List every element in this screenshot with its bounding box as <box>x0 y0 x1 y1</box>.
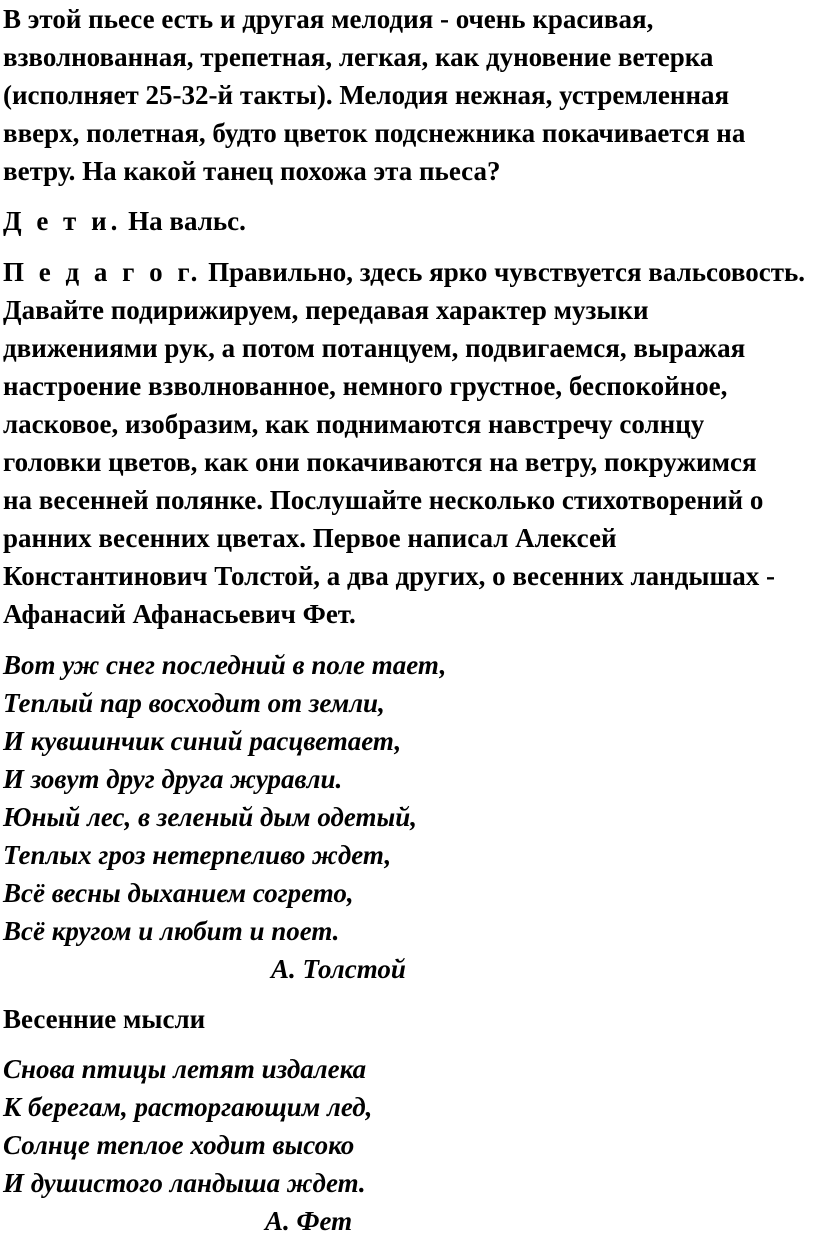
text-line: ранних весенних цветах. Первое написал Алексей <box>3 523 617 553</box>
document-page <box>3 0 811 1240</box>
poem-line: Теплых гроз нетерпеливо ждет, <box>3 840 392 870</box>
poem-author-fet: А. Фет <box>265 1206 353 1236</box>
dialogue-line <box>3 202 811 240</box>
children-reply: На вальс. <box>121 206 246 236</box>
text-line: вверх, полетная, будто цветок подснежника покачивается на <box>3 118 746 148</box>
poem-line: К берегам, расторгающим лед, <box>3 1092 373 1122</box>
poem-fet <box>3 1050 811 1240</box>
text-line: взволнованная, трепетная, легкая, как дуновение ветерка <box>3 42 714 72</box>
poem-line: Теплый пар восходит от земли, <box>3 688 385 718</box>
poem-line: Всё весны дыханием согрето, <box>3 878 354 908</box>
text-line: (исполняет 25-32-й такты). Мелодия нежная, устремленная <box>3 80 730 110</box>
poem-line: Солнце теплое ходит высоко <box>3 1130 355 1160</box>
speaker-teacher: П е д а г о г. <box>3 257 202 287</box>
dialogue-line <box>3 253 811 291</box>
text-line: В этой пьесе есть и другая мелодия - очень красивая, <box>3 4 654 34</box>
text-line: головки цветов, как они покачиваются на ветру, покружимся <box>3 447 757 477</box>
text-line: на весенней полянке. Послушайте несколько стихотворений о <box>3 485 764 515</box>
children-reply-paragraph <box>3 202 811 240</box>
teacher-first-line: Правильно, здесь ярко чувствуется вальсовость. <box>201 257 806 287</box>
text-line: ласковое, изобразим, как поднимаются навстречу солнцу <box>3 409 705 439</box>
poem-line: И душистого ландыша ждет. <box>3 1168 366 1198</box>
poem-line: И зовут друг друга журавли. <box>3 764 343 794</box>
text-line: Константинович Толстой, а два других, о весенних ландышах - <box>3 561 775 591</box>
poem-line: Всё кругом и любит и поет. <box>3 916 340 946</box>
poem-author-tolstoy: А. Толстой <box>271 954 406 984</box>
text-line: ветру. На какой танец похожа эта пьеса? <box>3 156 501 186</box>
poem-tolstoy <box>3 646 811 988</box>
text-line: движениями рук, а потом потанцуем, подвигаемся, выражая <box>3 333 746 363</box>
intro-paragraph <box>3 0 811 190</box>
poem-line: Юный лес, в зеленый дым одетый, <box>3 802 418 832</box>
text-line: настроение взволнованное, немного грустное, беспокойное, <box>3 371 728 401</box>
speaker-children: Д е т и. <box>3 206 122 236</box>
text-line: Афанасий Афанасьевич Фет. <box>3 599 356 629</box>
poem-line: Снова птицы летят издалека <box>3 1054 367 1084</box>
poem-line: И кувшинчик синий расцветает, <box>3 726 402 756</box>
text-line: Давайте подирижируем, передавая характер музыки <box>3 295 649 325</box>
poem-title-spring-thoughts: Весенние мысли <box>3 1004 206 1034</box>
poem-line: Вот уж снег последний в поле тает, <box>3 650 447 680</box>
teacher-paragraph <box>3 253 811 633</box>
